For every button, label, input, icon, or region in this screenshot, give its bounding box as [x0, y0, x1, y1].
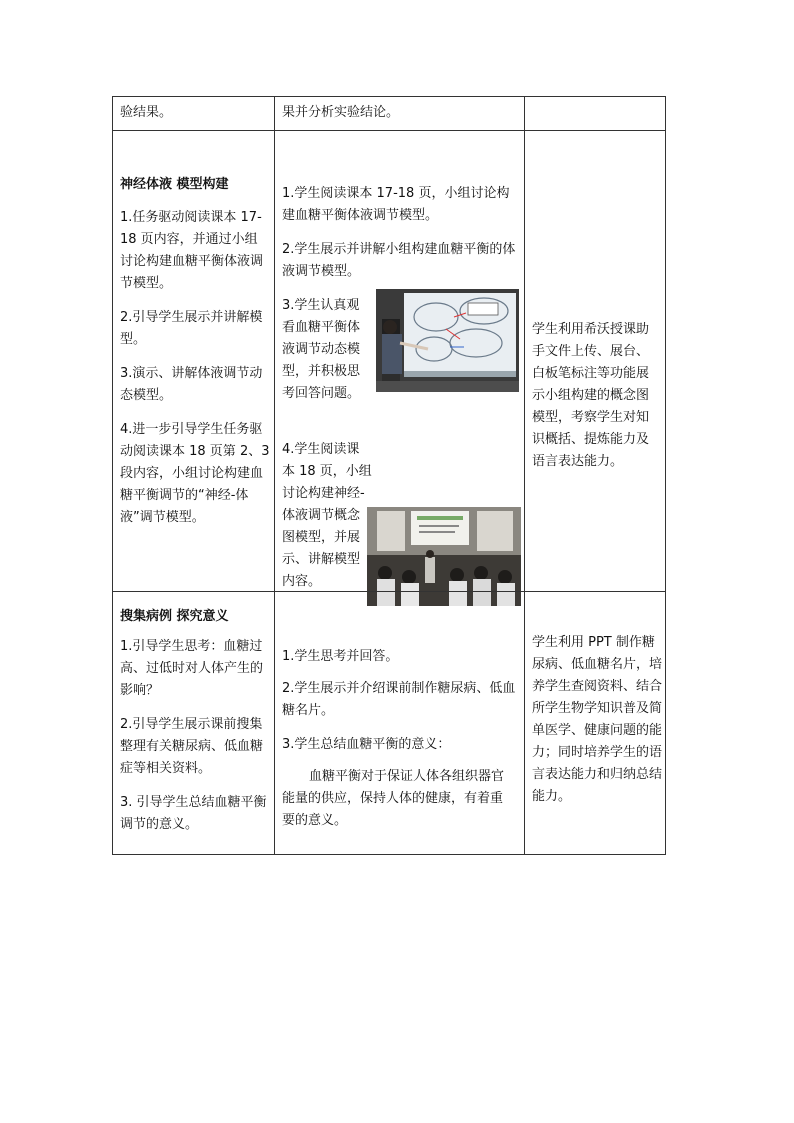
classroom-photo-concept-map [376, 289, 519, 392]
table-cell [112, 96, 275, 131]
list-item: 4.学生阅读课本 18 页，小组讨论构建神经-体液调节概念图模型，并展示、讲解模型内容。 [282, 442, 372, 589]
list-item: 3.演示、讲解体液调节动态模型。 [120, 366, 263, 403]
list-item: 2.引导学生展示课前搜集整理有关糖尿病、低血糖症等相关资料。 [120, 717, 264, 776]
table-row [112, 130, 666, 592]
list-item: 1.任务驱动阅读课本 17-18 页内容，并通过小组讨论构建血糖平衡体液调节模型。 [120, 210, 264, 291]
list-item: 血糖平衡对于保证人体各组织器官能量的供应，保持人体的健康，有着重要的意义。 [282, 769, 505, 828]
list-item: 4.进一步引导学生任务驱动阅读课本 18 页第 2、3 段内容，小组讨论构建血糖平衡调节的“神经-体液”调节模型。 [120, 422, 270, 525]
section-title: 神经体液 模型构建 [120, 177, 229, 192]
cell-text: 学生利用 PPT 制作糖尿病、低血糖名片，培养学生查阅资料、结合所学生物学知识普及简单医学、健康问题的能力；同时培养学生的语言表达能力和归纳总结能力。 [532, 635, 663, 804]
list-item: 3. 引导学生总结血糖平衡调节的意义。 [120, 795, 267, 832]
list-item: 1.学生思考并回答。 [282, 649, 399, 664]
table-cell [274, 591, 525, 855]
list-item: 1.学生阅读课本 17-18 页，小组讨论构建血糖平衡体液调节模型。 [282, 186, 510, 223]
section-title: 搜集病例 探究意义 [120, 609, 229, 624]
table-cell [524, 96, 666, 131]
cell-text: 学生利用希沃授课助手文件上传、展台、白板笔标注等功能展示小组构建的概念图模型，考察学生对知识概括、提炼能力及语言表达能力。 [532, 322, 650, 469]
list-item: 2.学生展示并介绍课前制作糖尿病、低血糖名片。 [282, 681, 516, 718]
table-cell [274, 96, 525, 131]
table-cell [112, 591, 275, 855]
cell-text: 验结果。 [120, 105, 173, 120]
list-item: 3.学生总结血糖平衡的意义： [282, 737, 451, 752]
photo-whiteboard-image [376, 289, 519, 392]
table-cell [274, 130, 525, 592]
table-cell [112, 130, 275, 592]
cell-text: 果并分析实验结论。 [282, 105, 400, 120]
list-item: 3.学生认真观看血糖平衡体液调节动态模型，并积极思考回答问题。 [282, 298, 361, 401]
list-item: 2.学生展示并讲解小组构建血糖平衡的体液调节模型。 [282, 242, 516, 279]
table-cell [524, 591, 666, 855]
list-item: 2.引导学生展示并讲解模型。 [120, 310, 263, 347]
list-item: 1.引导学生思考：血糖过高、过低时对人体产生的影响？ [120, 639, 264, 698]
table-row [112, 591, 666, 855]
table-row [112, 96, 666, 131]
table-cell [524, 130, 666, 592]
